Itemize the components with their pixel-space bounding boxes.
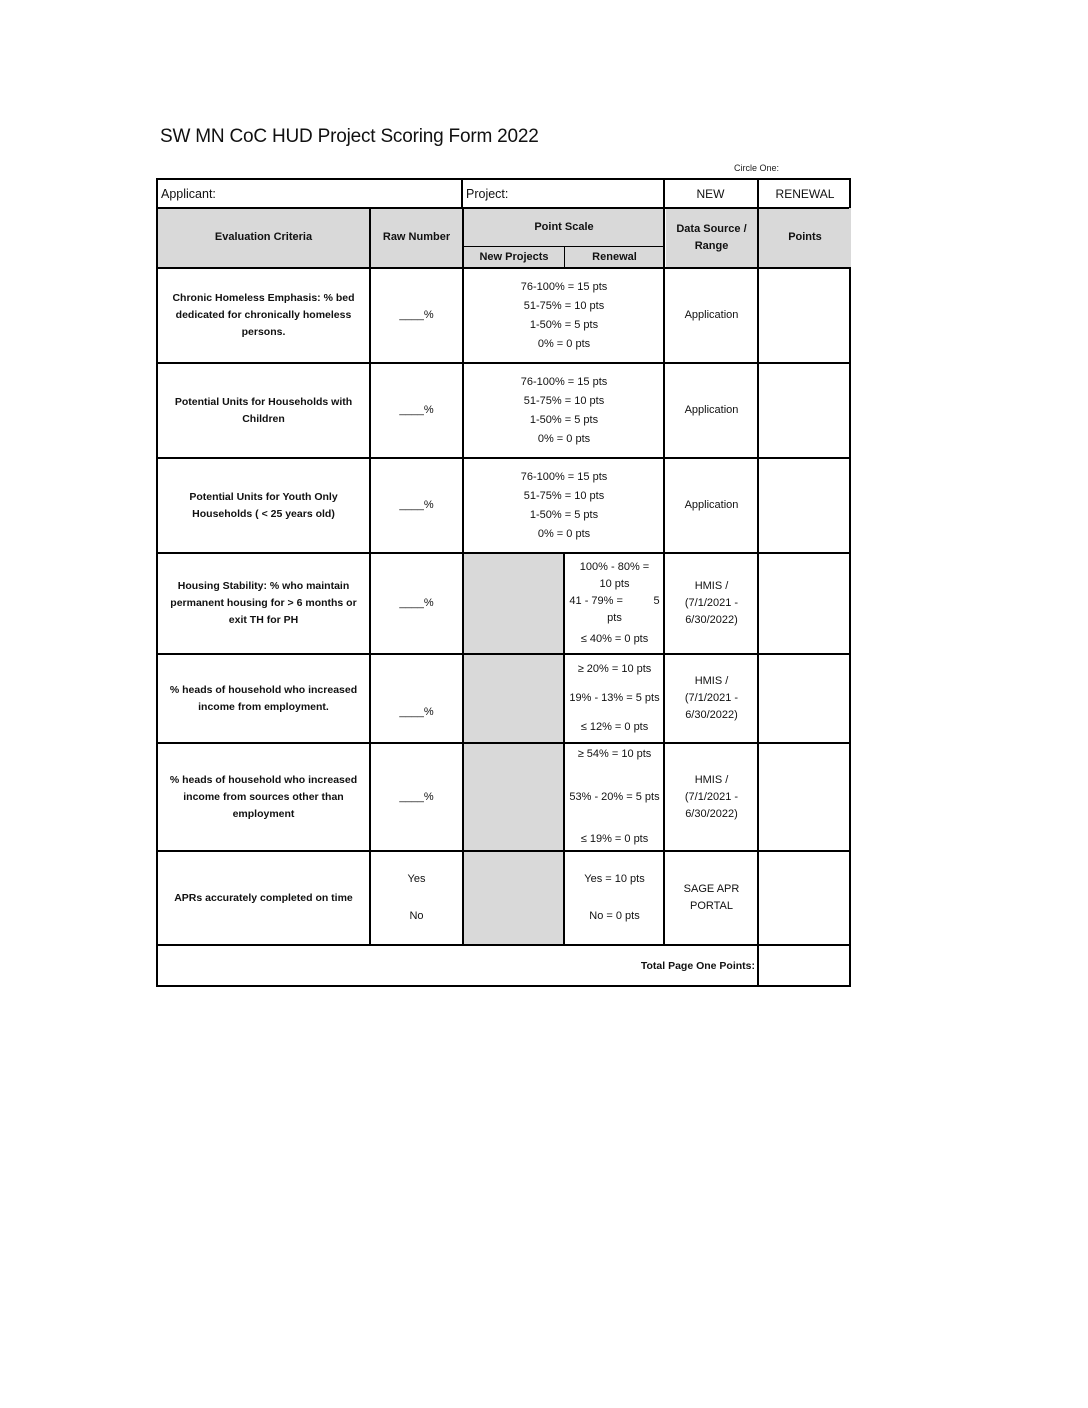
points-input[interactable] — [759, 459, 851, 552]
scale-line: 76-100% = 15 pts — [520, 375, 608, 388]
scale-line: ≤ 40% = 0 pts — [580, 633, 649, 645]
divider — [461, 180, 463, 207]
scale-line: 100% - 80% = — [579, 561, 650, 573]
divider — [563, 552, 565, 944]
divider — [663, 180, 665, 944]
criteria-chronic-homeless: Chronic Homeless Emphasis: % bed dedicated for chronically homeless persons. — [172, 292, 355, 338]
source-line: 6/30/2022) — [685, 709, 738, 721]
scale-line: No = 0 pts — [589, 909, 640, 922]
source-line: 6/30/2022) — [685, 807, 738, 820]
scale-line: 1-50% = 5 pts — [529, 318, 599, 331]
no-option[interactable]: No — [409, 909, 424, 922]
data-source-youth: Application — [684, 499, 739, 511]
source-line: (7/1/2021 - — [684, 790, 739, 803]
scale-line: ≤ 12% = 0 pts — [580, 721, 649, 733]
point-scale-children — [464, 364, 664, 457]
scale-line: pts — [607, 612, 622, 624]
criteria-youth-households: Potential Units for Youth Only Households ( < 25 years old) — [189, 490, 338, 520]
scoring-form — [156, 178, 851, 987]
scale-line: 10 pts — [599, 578, 630, 590]
data-source-other-income — [666, 744, 757, 850]
raw-number-input[interactable]: ____% — [399, 597, 434, 609]
divider — [158, 944, 849, 946]
raw-number-input[interactable]: ____% — [399, 499, 434, 511]
source-line: HMIS / — [694, 773, 729, 786]
divider — [158, 653, 849, 655]
point-scale-youth — [464, 459, 664, 552]
source-line: PORTAL — [690, 900, 733, 912]
scale-line: 53% - 20% = 5 pts — [569, 790, 660, 803]
renewal-option[interactable] — [759, 180, 851, 208]
header-new-projects: New Projects — [464, 247, 564, 267]
raw-number-input[interactable]: ____% — [399, 309, 434, 321]
scale-line: 51-75% = 10 pts — [523, 489, 605, 502]
divider — [158, 267, 849, 269]
header-evaluation-criteria: Evaluation Criteria — [158, 208, 369, 267]
divider — [158, 362, 849, 364]
point-scale-chronic — [464, 269, 664, 362]
total-label: Total Page One Points: — [640, 960, 755, 972]
divider — [369, 207, 371, 944]
renewal-scale-aprs — [565, 852, 664, 944]
yes-option[interactable]: Yes — [407, 873, 426, 886]
scale-line: ≥ 20% = 10 pts — [577, 663, 652, 675]
points-input[interactable] — [759, 364, 851, 457]
points-input[interactable] — [759, 744, 851, 850]
divider — [158, 850, 849, 852]
source-line: HMIS / — [694, 580, 729, 592]
divider — [158, 552, 849, 554]
header-raw-number: Raw Number — [371, 208, 462, 267]
renewal-scale-employment — [565, 655, 664, 742]
header-points: Points — [759, 208, 851, 267]
points-input[interactable] — [759, 655, 851, 742]
data-source-chronic: Application — [684, 309, 739, 321]
criteria-income-other: % heads of household who increased income from sources other than employment — [169, 773, 358, 820]
project-field[interactable] — [463, 180, 664, 208]
page-title: SW MN CoC HUD Project Scoring Form 2022 — [160, 126, 539, 147]
scale-line: ≤ 19% = 0 pts — [580, 833, 649, 845]
raw-number-input[interactable]: ____% — [399, 404, 434, 416]
divider — [158, 742, 849, 744]
source-line: (7/1/2021 - — [684, 597, 739, 609]
criteria-aprs: APRs accurately completed on time — [174, 891, 353, 904]
data-source-aprs — [666, 852, 757, 944]
criteria-housing-stability: Housing Stability: % who maintain permanent housing for > 6 months or exit TH for PH — [170, 580, 357, 626]
scale-line: 76-100% = 15 pts — [520, 280, 608, 293]
raw-yes-no — [371, 852, 462, 944]
header-data-source: Data Source / Range — [666, 208, 757, 267]
applicant-label: Applicant: — [161, 186, 216, 201]
applicant-field[interactable] — [158, 180, 463, 208]
raw-number-input[interactable]: ____% — [399, 790, 434, 803]
scale-line: 0% = 0 pts — [537, 337, 591, 350]
criteria-households-children: Potential Units for Households with Children — [174, 395, 353, 425]
scale-line: 1-50% = 5 pts — [529, 413, 599, 426]
scale-line: ≥ 54% = 10 pts — [577, 748, 652, 760]
points-input[interactable] — [759, 554, 851, 653]
scale-line: 76-100% = 15 pts — [520, 470, 608, 483]
source-line: HMIS / — [694, 675, 729, 687]
scale-line: 51-75% = 10 pts — [523, 394, 605, 407]
new-projects-na-cell — [464, 655, 564, 742]
data-source-employment — [666, 655, 757, 742]
divider — [158, 207, 849, 209]
data-source-children: Application — [684, 404, 739, 416]
source-line: SAGE APR — [683, 883, 740, 895]
project-label: Project: — [466, 186, 509, 201]
header-renewal: Renewal — [565, 247, 664, 267]
source-line: (7/1/2021 - — [684, 692, 739, 704]
data-source-housing — [666, 554, 757, 653]
scale-line: 51-75% = 10 pts — [523, 299, 605, 312]
renewal-scale-housing — [565, 554, 664, 653]
divider — [564, 246, 565, 268]
new-option[interactable] — [664, 180, 757, 208]
total-points-input[interactable] — [759, 946, 851, 987]
new-option-label: NEW — [696, 186, 725, 201]
new-projects-na-cell — [464, 852, 564, 944]
new-projects-na-cell — [464, 744, 564, 850]
points-input[interactable] — [759, 852, 851, 944]
renewal-option-label: RENEWAL — [775, 186, 835, 201]
points-input[interactable] — [759, 269, 851, 362]
divider — [158, 457, 849, 459]
divider — [462, 207, 464, 944]
header-point-scale: Point Scale — [464, 208, 664, 246]
raw-number-input[interactable]: ____% — [399, 706, 434, 718]
circle-one-label: Circle One: — [734, 163, 780, 173]
source-line: 6/30/2022) — [685, 614, 738, 626]
scale-line: Yes = 10 pts — [584, 873, 645, 886]
scale-line: 1-50% = 5 pts — [529, 508, 599, 521]
criteria-income-employment: % heads of household who increased income from employment. — [169, 683, 358, 713]
new-projects-na-cell — [464, 554, 564, 653]
scale-line: 41 - 79% = 5 — [569, 595, 660, 607]
divider — [757, 180, 759, 987]
scale-line: 0% = 0 pts — [537, 527, 591, 540]
scale-line: 0% = 0 pts — [537, 432, 591, 445]
scale-line: 19% - 13% = 5 pts — [569, 692, 660, 704]
renewal-scale-other-income — [565, 744, 664, 850]
